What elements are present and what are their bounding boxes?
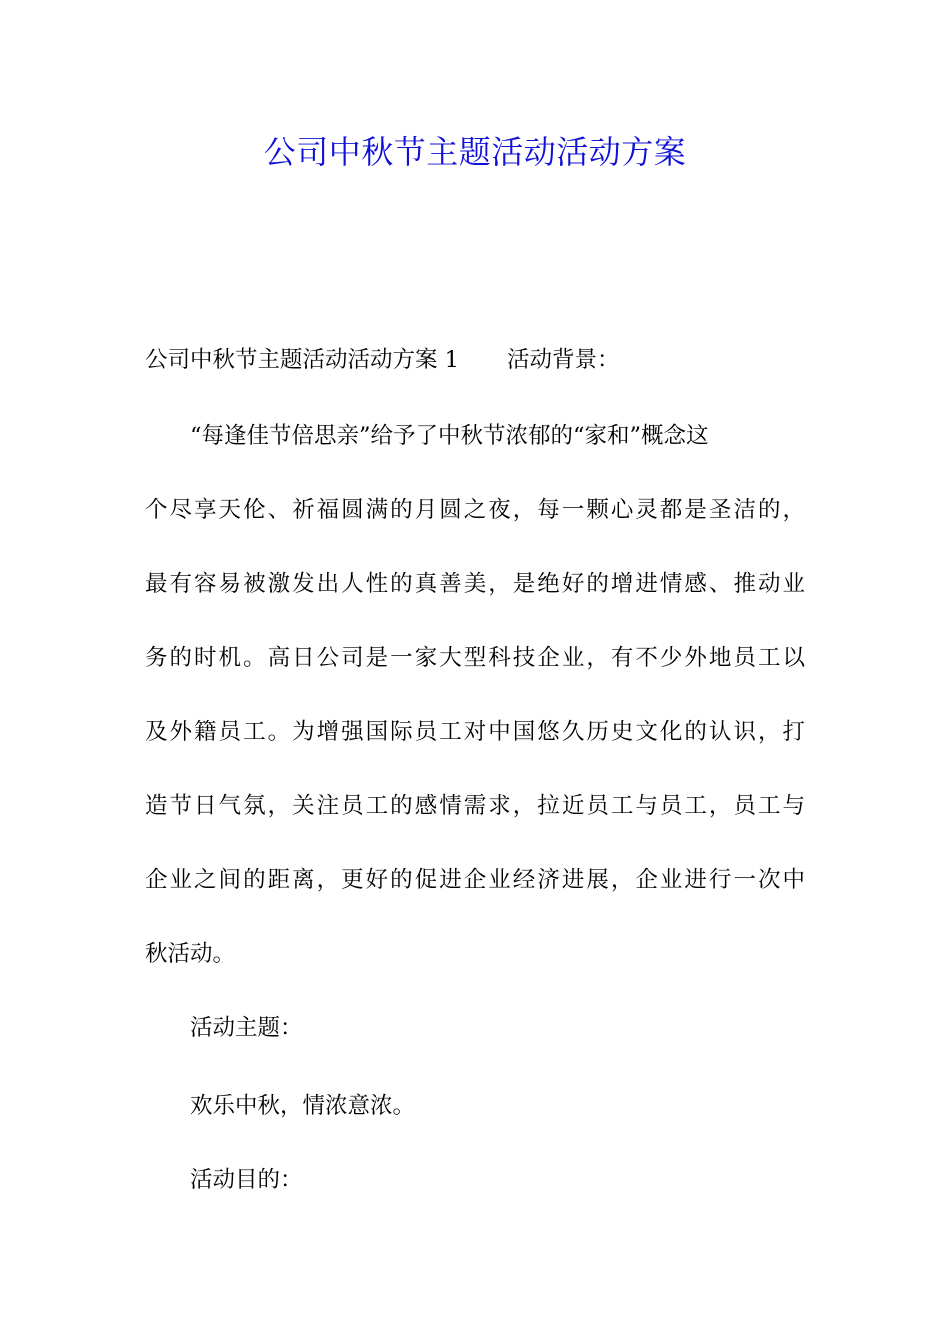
- theme-heading: 活动主题：: [190, 1015, 303, 1041]
- paragraph-line: “每逢佳节倍思亲”给予了中秋节浓郁的“家和”概念这: [190, 423, 709, 449]
- paragraph-line: 企业之间的距离，更好的促进企业经济进展，企业进行一次中: [145, 867, 805, 893]
- paragraph-line: 及外籍员工。为增强国际员工对中国悠久历史文化的认识，打: [145, 719, 805, 745]
- paragraph-line: 秋活动。: [145, 941, 236, 967]
- plan-name: 公司中秋节主题活动活动方案 1: [145, 347, 459, 373]
- paragraph-line: 务的时机。高日公司是一家大型科技企业，有不少外地员工以: [145, 645, 805, 671]
- first-line: [145, 344, 619, 376]
- document-title: 公司中秋节主题活动活动方案: [263, 133, 687, 171]
- purpose-heading: 活动目的：: [190, 1167, 303, 1193]
- paragraph-line: 造节日气氛，关注员工的感情需求，拉近员工与员工，员工与: [145, 793, 805, 819]
- paragraph-line: 最有容易被激发出人性的真善美，是绝好的增进情感、推动业: [145, 571, 805, 597]
- theme-text: 欢乐中秋，情浓意浓。: [190, 1093, 416, 1119]
- paragraph-line: 个尽享天伦、祈福圆满的月圆之夜，每一颗心灵都是圣洁的，: [145, 497, 805, 523]
- background-heading: 活动背景：: [506, 347, 620, 373]
